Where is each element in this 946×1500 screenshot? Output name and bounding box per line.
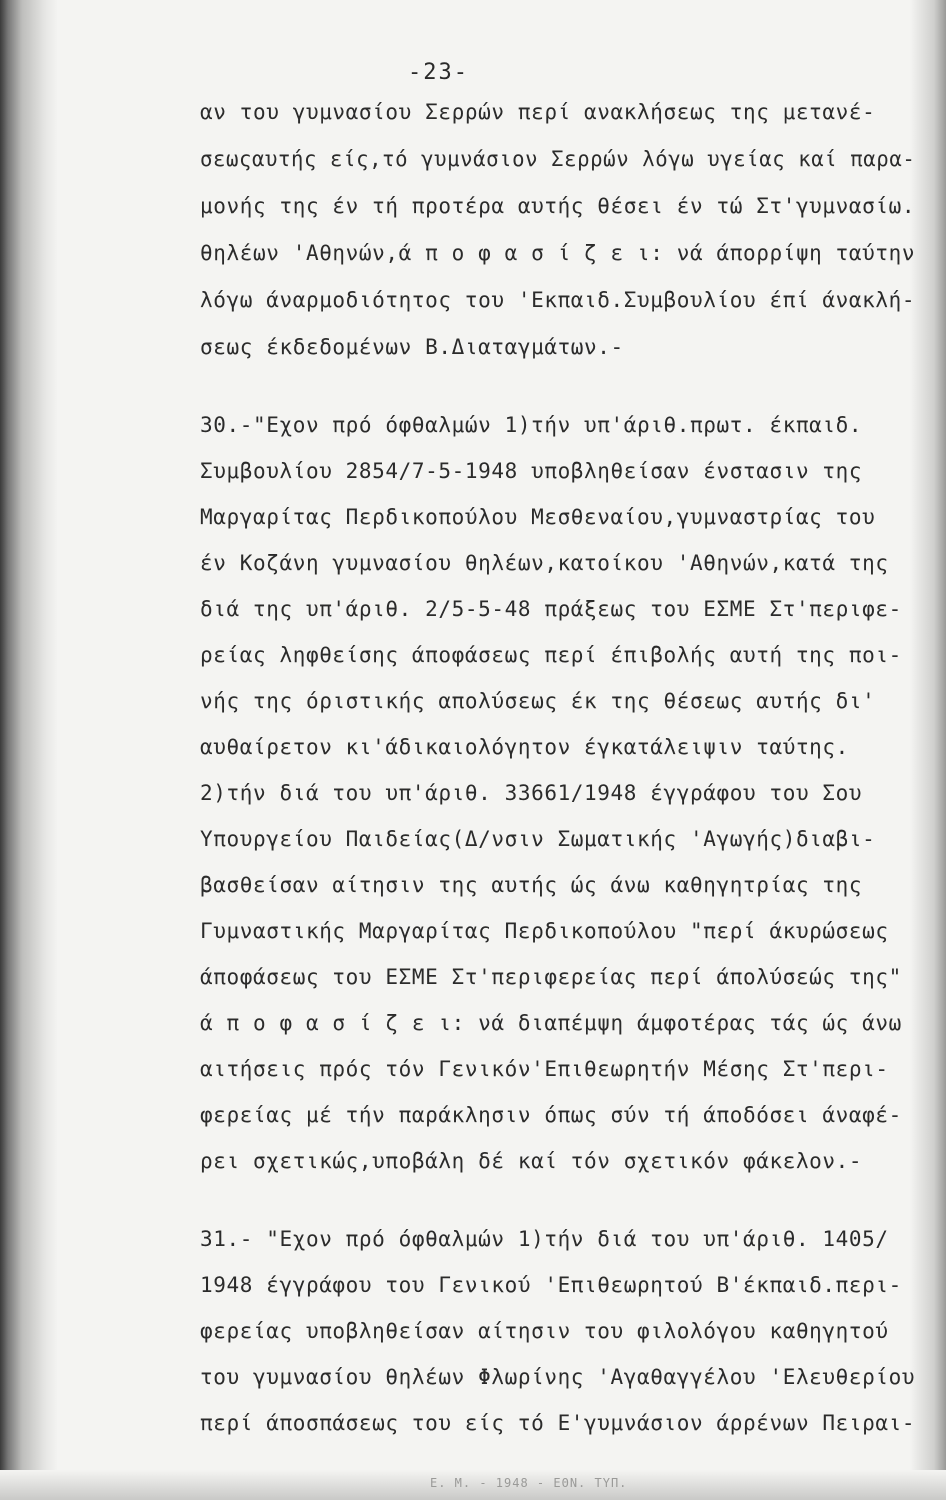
text-line: διά της υπ'άριθ. 2/5-5-48 πράξεως του ΕΣΜΕ Στ'περιφε- [200, 597, 902, 621]
text-line: νής της όριστικής απολύσεως έκ της θέσεως αυτής δι' [200, 689, 876, 713]
text-line: ρείας ληφθείσης άποφάσεως περί έπιβολής αυτή της ποι- [200, 643, 902, 667]
text-line: αν του γυμνασίου Σερρών περί ανακλήσεως της μετανέ- [200, 100, 876, 124]
scan-edge-left [0, 0, 58, 1500]
text-line: αιτήσεις πρός τόν Γενικόν'Επιθεωρητήν Μέσης Στ'περι- [200, 1057, 889, 1081]
text-line: βασθείσαν αίτησιν της αυτής ώς άνω καθηγητρίας της [200, 873, 863, 897]
text-line: φερείας μέ τήν παράκλησιν όπως σύν τή άποδόσει άναφέ- [200, 1103, 902, 1127]
text-line: σεωςαυτής είς,τό γυμνάσιον Σερρών λόγω υγείας καί παρα- [200, 147, 916, 171]
text-line: του γυμνασίου θηλέων Φλωρίνης 'Αγαθαγγέλου 'Ελευθερίου [200, 1365, 916, 1389]
footer-print-stamp: Ε. Μ. - 1948 - ΕΘΝ. ΤΥΠ. [430, 1476, 628, 1490]
text-line: Γυμναστικής Μαργαρίτας Περδικοπούλου "περί άκυρώσεως [200, 919, 889, 943]
text-line: θηλέων 'Αθηνών,ά π ο φ α σ ί ζ ε ι: νά άπορρίψη ταύτην [200, 241, 916, 265]
text-line: σεως έκδεδομένων Β.Διαταγμάτων.- [200, 335, 624, 359]
text-line: 2)τήν διά του υπ'άριθ. 33661/1948 έγγράφου του Σου [200, 781, 863, 805]
text-line: λόγω άναρμοδιότητος του 'Εκπαιδ.Συμβουλίου έπί άνακλή- [200, 288, 916, 312]
text-line: ά π ο φ α σ ί ζ ε ι: νά διαπέμψη άμφοτέρας τάς ώς άνω [200, 1011, 902, 1035]
paragraph-30-line: 30.-"Εχον πρό όφθαλμών 1)τήν υπ'άριθ.πρωτ. έκπαιδ. [200, 413, 863, 437]
text-line: Υπουργείου Παιδείας(Δ/νσιν Σωματικής 'Αγωγής)διαβι- [200, 827, 876, 851]
text-line: ρει σχετικώς,υποβάλη δέ καί τόν σχετικόν φάκελον.- [200, 1149, 863, 1173]
text-line: άποφάσεως του ΕΣΜΕ Στ'περιφερείας περί άπολύσεώς της" [200, 965, 902, 989]
paragraph-31-line: 31.- "Εχον πρό όφθαλμών 1)τήν διά του υπ'άριθ. 1405/ [200, 1227, 889, 1251]
text-line: φερείας υποβληθείσαν αίτησιν του φιλολόγου καθηγητού [200, 1319, 889, 1343]
text-line: περί άποσπάσεως του είς τό Ε'γυμνάσιον άρρένων Πειραι- [200, 1411, 916, 1435]
text-line: Μαργαρίτας Περδικοπούλου Μεσθεναίου,γυμναστρίας του [200, 505, 876, 529]
text-line: έν Κοζάνη γυμνασίου θηλέων,κατοίκου 'Αθηνών,κατά της [200, 551, 889, 575]
page-number: -23- [408, 60, 469, 85]
text-line: μονής της έν τή προτέρα αυτής θέσει έν τώ Στ'γυμνασίω. [200, 194, 916, 218]
text-line: αυθαίρετον κι'άδικαιολόγητον έγκατάλειψιν ταύτης. [200, 735, 849, 759]
text-line: 1948 έγγράφου του Γενικού 'Επιθεωρητού Β'έκπαιδ.περι- [200, 1273, 902, 1297]
scan-edge-right [910, 0, 946, 1500]
text-line: Συμβουλίου 2854/7-5-1948 υποβληθείσαν ένστασιν της [200, 459, 863, 483]
